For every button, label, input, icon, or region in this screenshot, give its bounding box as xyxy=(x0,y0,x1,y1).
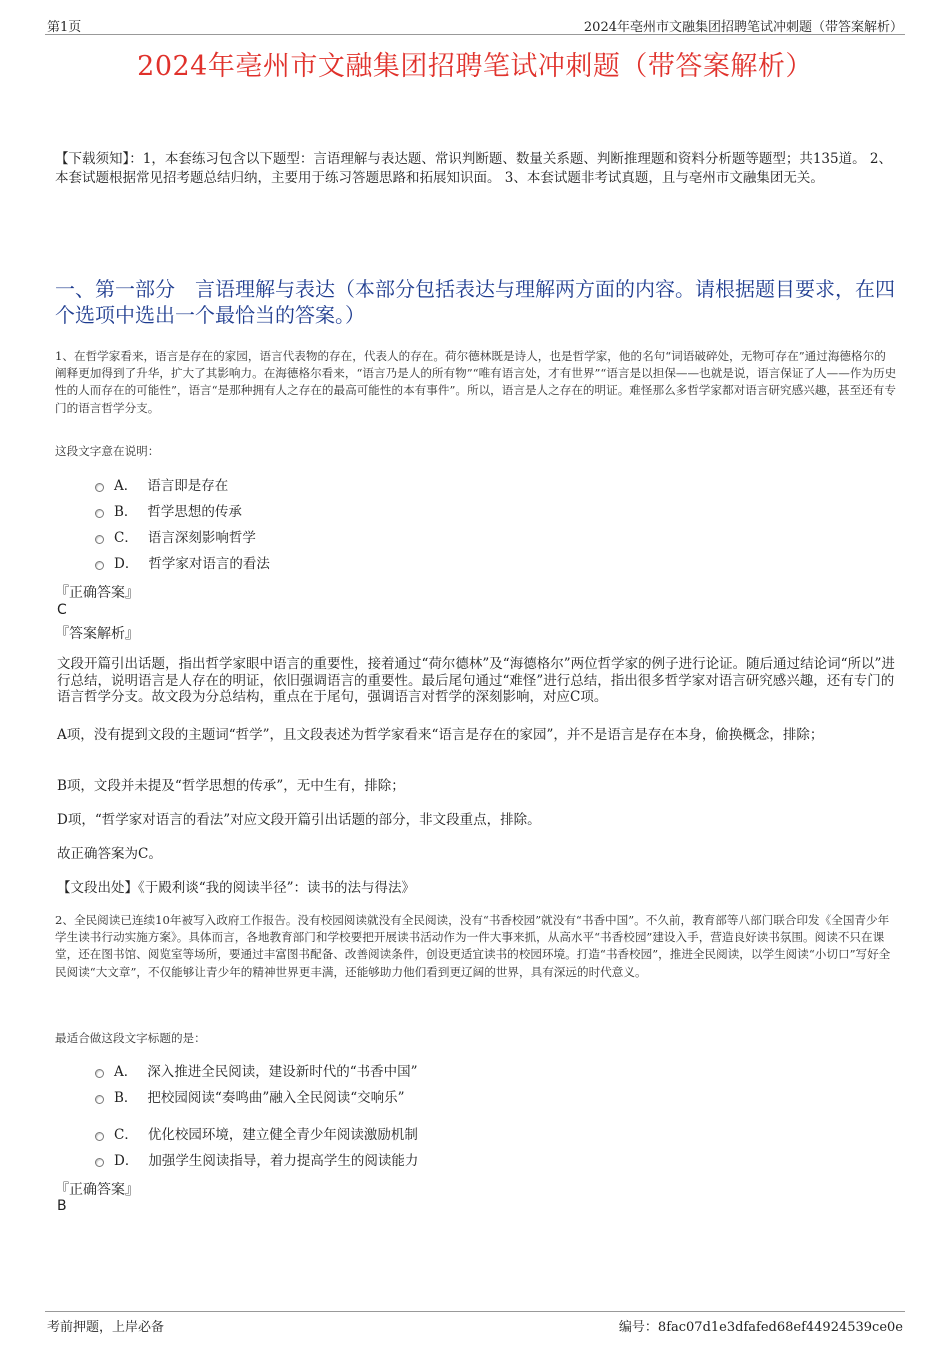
question-1-analysis-d: D项，“哲学家对语言的看法”对应文段开篇引出话题的部分，非文段重点，排除。 xyxy=(57,812,541,828)
header-doc-title: 2024年亳州市文融集团招聘笔试冲刺题（带答案解析） xyxy=(583,20,903,35)
document-title: 2024年亳州市文融集团招聘笔试冲刺题（带答案解析） xyxy=(137,51,813,82)
question-1-analysis-conclusion: 故正确答案为C。 xyxy=(57,846,162,862)
question-1-answer: C xyxy=(57,602,67,618)
page-header xyxy=(45,14,905,35)
option-key: A． xyxy=(114,1064,138,1080)
page-footer xyxy=(45,1311,905,1334)
question-1-analysis-b: B项，文段并未提及“哲学思想的传承”，无中生有，排除； xyxy=(57,778,405,794)
question-1-prompt: 这段文字意在说明： xyxy=(55,444,160,458)
question-1-analysis-main: 文段开篇引出话题，指出哲学家眼中语言的重要性，接着通过“荷尔德林”及“海德格尔”两位哲学家的例子进行论证。随后通过结论词“所以”进行总结，说明语言是人存在的明证，依旧强调语言的重要性。最后尾句通过“难怪”进行总结，指出很多哲学家对语言研究感兴趣，还有专门的语言哲学分支。故文段为分总结构，重点在于尾句，强调语言对哲学的深刻影响，对应C项。 xyxy=(57,656,895,705)
footer-slogan: 考前押题，上岸必备 xyxy=(47,1320,165,1335)
radio-icon[interactable] xyxy=(95,535,104,544)
option-key: D． xyxy=(114,556,139,572)
question-2-text: 2、全民阅读已连续10年被写入政府工作报告。没有校园阅读就没有全民阅读，没有“书香校园”就没有“书香中国”。不久前，教育部等八部门联合印发《全国青少年学生读书行动实施方案》。具体而言，各地教育部门和学校要把开展读书活动作为一件大事来抓，从高水平“书香校园”建设入手，营造良好读书氛围。阅读不只在课堂，还在图书馆、阅览室等场所，要通过丰富图书配备、改善阅读条件，创设更适宜读书的校园环境。打造“书香校园”，推进全民阅读，以学生阅读“小切口”写好全民阅读“大文章”，不仅能够让青少年的精神世界更丰满，还能够助力他们看到更辽阔的世界，具有深远的时代意义。 xyxy=(55,913,891,979)
footer-serial: 编号：8fac07d1e3dfafed68ef44924539ce0e xyxy=(618,1320,903,1335)
option-key: D． xyxy=(114,1153,139,1169)
question-1-analysis-a: A项，没有提到文段的主题词“哲学”，且文段表述为哲学家看来“语言是存在的家园”，并不是语言是存在本身，偷换概念，排除； xyxy=(57,727,824,743)
option-text: 深入推进全民阅读，建设新时代的“书香中国” xyxy=(147,1064,418,1080)
radio-icon[interactable] xyxy=(95,1132,104,1141)
question-2-answer-label: 『正确答案』 xyxy=(55,1182,139,1198)
question-2-prompt: 最适合做这段文字标题的是： xyxy=(55,1031,206,1045)
option-text: 语言即是存在 xyxy=(147,478,229,494)
question-2-option-d[interactable] xyxy=(95,1152,418,1170)
question-1-option-d[interactable] xyxy=(95,555,270,573)
radio-icon[interactable] xyxy=(95,561,104,570)
option-text: 哲学家对语言的看法 xyxy=(148,556,270,572)
question-2-option-a[interactable] xyxy=(95,1063,418,1081)
option-key: A． xyxy=(114,478,138,494)
option-text: 语言深刻影响哲学 xyxy=(147,530,256,546)
option-key: C． xyxy=(114,1127,138,1143)
question-2-option-b[interactable] xyxy=(95,1089,405,1107)
option-key: C． xyxy=(114,530,138,546)
page-number: 第1页 xyxy=(47,20,82,35)
option-text: 哲学思想的传承 xyxy=(147,504,242,520)
question-1-source: 【文段出处】《于殿利谈“我的阅读半径”：读书的法与得法》 xyxy=(57,880,416,896)
radio-icon[interactable] xyxy=(95,483,104,492)
option-text: 把校园阅读“奏鸣曲”融入全民阅读“交响乐” xyxy=(147,1090,405,1106)
section-title: 一、第一部分 言语理解与表达（本部分包括表达与理解两方面的内容。请根据题目要求，在四个选项中选出一个最恰当的答案。） xyxy=(55,277,895,327)
radio-icon[interactable] xyxy=(95,1095,104,1104)
question-2-option-c[interactable] xyxy=(95,1126,418,1144)
question-2-answer: B xyxy=(57,1198,67,1214)
option-key: B． xyxy=(114,504,138,520)
radio-icon[interactable] xyxy=(95,1158,104,1167)
option-key: B． xyxy=(114,1090,138,1106)
radio-icon[interactable] xyxy=(95,1069,104,1078)
option-text: 优化校园环境，建立健全青少年阅读激励机制 xyxy=(147,1127,418,1143)
question-1-option-b[interactable] xyxy=(95,503,242,521)
question-1-option-a[interactable] xyxy=(95,477,228,495)
question-1-text: 1、在哲学家看来，语言是存在的家园，语言代表物的存在，代表人的存在。荷尔德林既是诗人，也是哲学家，他的名句“词语破碎处，无物可存在”通过海德格尔的阐释更加得到了升华，扩大了其影响力。在海德格尔看来，“语言乃是人的所有物”“唯有语言处，才有世界”“语言是以担保——也就是说，语言保证了人——作为历史性的人而存在的可能性”，语言“是那种拥有人之存在的最高可能性的本有事件”。所以，语言是人之存在的明证。难怪那么多哲学家都对语言研究感兴趣，甚至还有专门的语言哲学分支。 xyxy=(55,349,897,415)
question-1-analysis-label: 『答案解析』 xyxy=(55,626,139,642)
download-notice: 【下载须知】：1，本套练习包含以下题型：言语理解与表达题、常识判断题、数量关系题、判断推理题和资料分析题等题型；共135道。 2、本套试题根据常见招考题总结归纳，主要用于练习答题思路和拓展知识面。 3、本套试题非考试真题，且与亳州市文融集团无关。 xyxy=(55,151,892,186)
question-1-answer-label: 『正确答案』 xyxy=(55,585,139,601)
question-1-option-c[interactable] xyxy=(95,529,256,547)
radio-icon[interactable] xyxy=(95,509,104,518)
option-text: 加强学生阅读指导，着力提高学生的阅读能力 xyxy=(148,1153,419,1169)
